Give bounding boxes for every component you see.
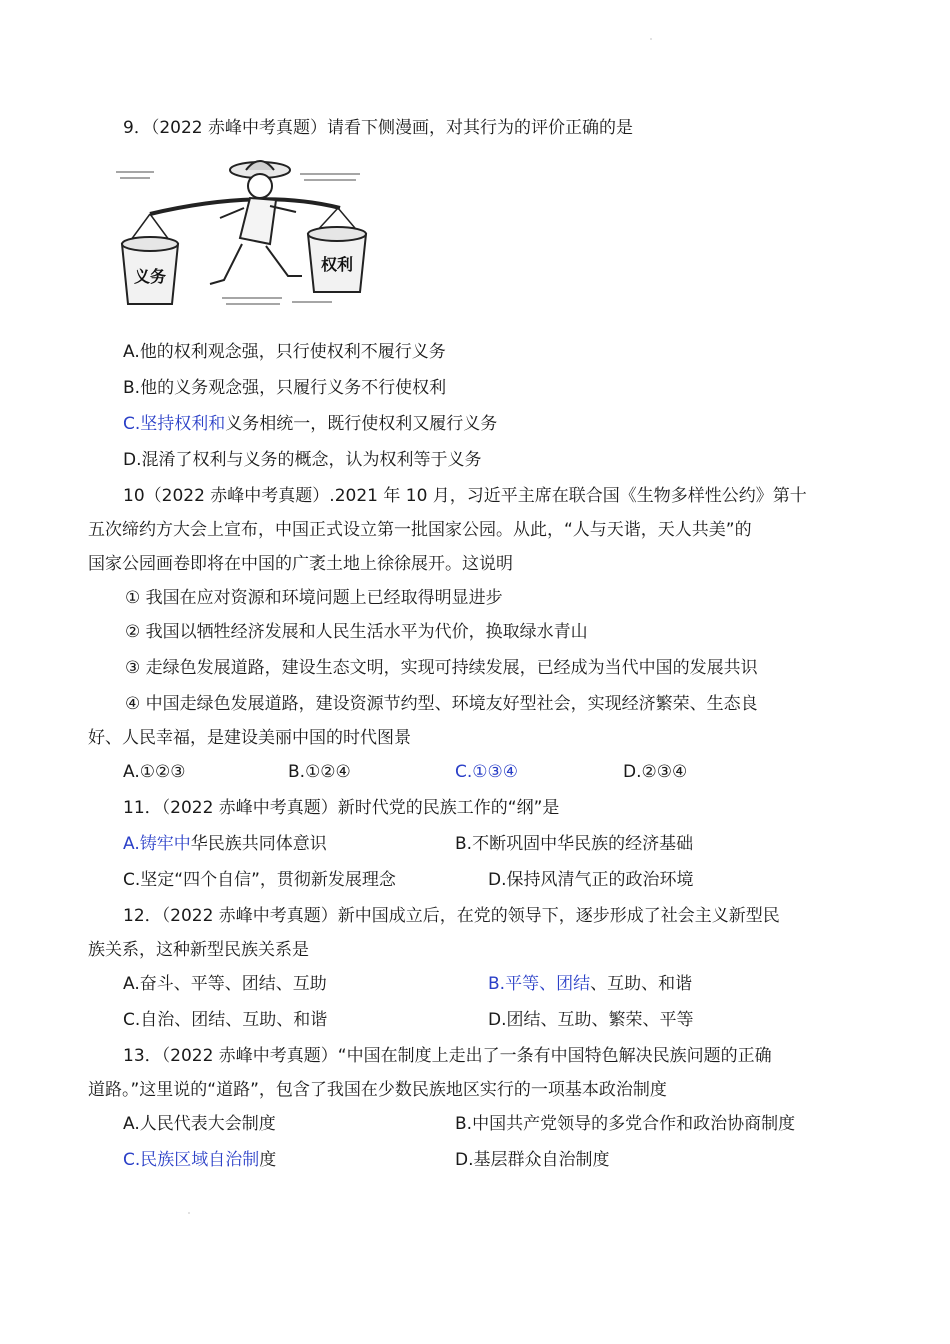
q11-option-a-highlight: A.铸牢中 <box>123 834 191 854</box>
q12-option-b-highlight: B.平等、团结 <box>488 974 591 994</box>
q12-option-c: C.自治、团结、互助、和谐 <box>123 1010 328 1030</box>
q9-option-d: D.混淆了权利与义务的概念，认为权利等于义务 <box>123 450 482 470</box>
q13-option-c <box>123 1148 276 1172</box>
q9-stem: 9．（2022 赤峰中考真题）请看下侧漫画，对其行为的评价正确的是 <box>123 118 633 138</box>
q9-option-b: B.他的义务观念强，只履行义务不行使权利 <box>123 378 447 398</box>
q13-option-c-highlight: C.民族区域自治制 <box>123 1150 260 1170</box>
q10-option-d: D.②③④ <box>623 762 688 782</box>
q11-stem: 11．（2022 赤峰中考真题）新时代党的民族工作的“纲”是 <box>123 798 560 818</box>
q13-stem-line1: 13．（2022 赤峰中考真题）“中国在制度上走出了一条有中国特色解决民族问题的正确 <box>123 1046 772 1066</box>
q10-statement-4-line2: 好、人民幸福，是建设美丽中国的时代图景 <box>88 728 411 748</box>
q10-statement-2: ② 我国以牺牲经济发展和人民生活水平为代价，换取绿水青山 <box>125 622 588 642</box>
q12-option-d: D.团结、互助、繁荣、平等 <box>488 1010 694 1030</box>
q11-option-a <box>123 832 327 856</box>
q9-option-c <box>123 412 497 436</box>
q13-option-c-rest: 度 <box>259 1150 277 1170</box>
q11-option-a-rest: 华民族共同体意识 <box>190 834 327 854</box>
q9-option-a: A.他的权利观念强，只行使权利不履行义务 <box>123 342 446 362</box>
q12-stem-line2: 族关系，这种新型民族关系是 <box>88 940 309 960</box>
q10-statement-3: ③ 走绿色发展道路，建设生态文明，实现可持续发展，已经成为当代中国的发展共识 <box>125 658 758 678</box>
scan-speck <box>188 1212 190 1214</box>
q12-option-a: A.奋斗、平等、团结、互助 <box>123 974 327 994</box>
q12-stem-line1: 12．（2022 赤峰中考真题）新中国成立后，在党的领导下，逐步形成了社会主义新型民 <box>123 906 780 926</box>
q10-stem-line2: 五次缔约方大会上宣布，中国正式设立第一批国家公园。从此，“人与天谐，天人共美”的 <box>88 520 752 540</box>
q10-stem-line1: 10（2022 赤峰中考真题）.2021 年 10 月，习近平主席在联合国《生物多样性公约》第十 <box>123 486 807 506</box>
q10-stem-line3: 国家公园画卷即将在中国的广袤土地上徐徐展开。这说明 <box>88 554 513 574</box>
duty-bucket-label: 义务 <box>133 267 167 286</box>
q10-option-c: C.①③④ <box>455 762 518 782</box>
q9-option-c-rest: 义务相统一，既行使权利又履行义务 <box>225 414 498 434</box>
q10-option-b: B.①②④ <box>288 762 351 782</box>
scan-speck <box>650 38 652 40</box>
q13-option-a: A.人民代表大会制度 <box>123 1114 276 1134</box>
q9-option-c-highlight: C.坚持权利和 <box>123 414 226 434</box>
q12-option-b-rest: 、互助、和谐 <box>590 974 693 994</box>
q13-option-d: D.基层群众自治制度 <box>455 1150 610 1170</box>
q10-statement-1: ① 我国在应对资源和环境问题上已经取得明显进步 <box>125 588 503 608</box>
rights-bucket-label: 权利 <box>320 255 354 274</box>
q10-statement-4-line1: ④ 中国走绿色发展道路，建设资源节约型、环境友好型社会，实现经济繁荣、生态良 <box>125 694 758 714</box>
q11-option-d: D.保持风清气正的政治环境 <box>488 870 694 890</box>
rights-duties-cartoon <box>110 148 370 328</box>
q11-option-b: B.不断巩固中华民族的经济基础 <box>455 834 694 854</box>
q10-option-a: A.①②③ <box>123 762 186 782</box>
q13-option-b: B.中国共产党领导的多党合作和政治协商制度 <box>455 1114 796 1134</box>
q12-option-b <box>488 972 692 996</box>
q11-option-c: C.坚定“四个自信”，贯彻新发展理念 <box>123 870 396 890</box>
q13-stem-line2: 道路。”这里说的“道路”，包含了我国在少数民族地区实行的一项基本政治制度 <box>88 1080 667 1100</box>
